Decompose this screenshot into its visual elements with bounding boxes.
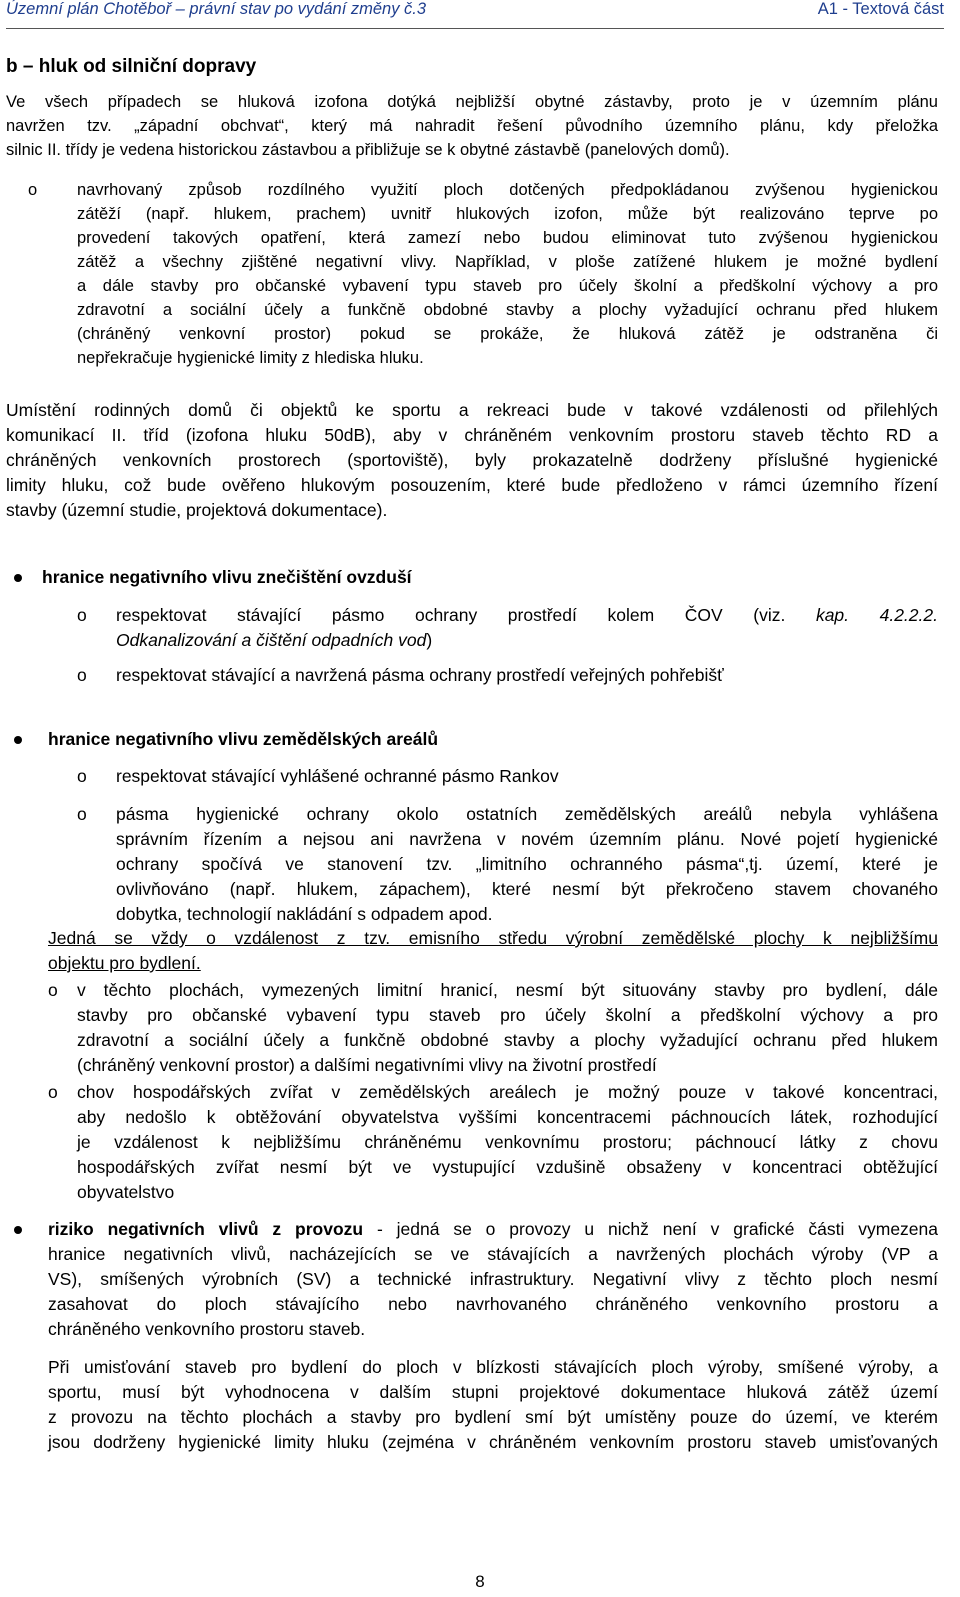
text-line: správním řízením a nejsou ani navržena v novém územním plánu. Nové pojetí hygienické	[116, 829, 938, 849]
list-marker: o	[48, 980, 58, 1000]
text-line: zátěž a všechny zjištěné negativní vlivy. Například, v ploše zatížené hlukem je možné bydlení	[77, 253, 938, 271]
text-line: a dále stavby pro občanské vybavení typu staveb pro účely školní a předškolní výchovy a pro	[77, 277, 938, 295]
text-line: Jedná se vždy o vzdálenost z tzv. emisního středu výrobní zemědělské plochy k nejbližšímu	[48, 928, 938, 948]
list-marker: o	[77, 665, 87, 685]
text-line: navrhovaný způsob rozdílného využití ploch dotčených předpokládanou zvýšenou hygienickou	[77, 181, 938, 199]
text-line: navržen tzv. „západní obchvat“, který má nahradit řešení původního územního plánu, kdy přeložka	[6, 117, 938, 135]
item-text: respektovat stávající pásmo ochrany prostředí kolem ČOV (viz.	[116, 605, 786, 625]
text-line	[48, 1217, 938, 1242]
underlined-note	[48, 926, 938, 976]
text-line: chov hospodářských zvířat v zemědělských areálech je možný pouze v takové koncentraci,	[77, 1082, 938, 1102]
page-header	[6, 0, 944, 29]
text-line: zasahovat do ploch stávajícího nebo navrhovaného chráněného venkovního prostoru a	[48, 1294, 938, 1314]
header-title: Územní plán Chotěboř – právní stav po vydání změny č.3	[6, 0, 427, 18]
text-line: hranice negativních vlivů, nacházejících se ve stávajících a navržených plochách výroby (VP a	[48, 1244, 938, 1264]
text-line: nepřekračuje hygienické limity z hlediska hluku.	[77, 349, 424, 367]
text-line: chráněného venkovního prostoru staveb.	[48, 1319, 366, 1339]
chapter-title: Odkanalizování a čištění odpadních vod	[116, 630, 427, 650]
text-line: jsou dodrženy hygienické limity hluku (zejména v chráněném venkovním prostoru staveb umisťovaných	[48, 1432, 938, 1452]
text-line: ovlivňováno (např. hlukem, zápachem), které nesmí být překročeno stavem chovaného	[116, 879, 938, 899]
list-item-livestock	[77, 1080, 938, 1205]
text-line: objektu pro bydlení.	[48, 953, 201, 973]
text-line: obyvatelstvo	[77, 1182, 175, 1202]
text-line: (chráněný venkovní prostor) a dalšími negativními vlivy na životní prostředí	[77, 1055, 657, 1075]
text-line	[116, 603, 938, 628]
bullet-icon	[14, 1226, 22, 1234]
closing-paren: )	[426, 630, 433, 650]
list-marker: o	[28, 181, 38, 199]
list-item-rankov: respektovat stávající vyhlášené ochranné pásmo Rankov	[116, 766, 559, 786]
text-line: hospodářských zvířat nesmí být ve vystupující vzdušině obsaženy v koncentraci obtěžující	[77, 1157, 938, 1177]
inline-text: - jedná se o provozy u nichž není v grafické části vymezena	[363, 1219, 938, 1239]
bullet-icon	[14, 736, 22, 744]
paragraph-family-houses	[6, 398, 938, 523]
text-line: zátěží (např. hlukem, prachem) uvnitř hlukových izofon, může být realizováno teprve po	[77, 205, 938, 223]
list-marker: o	[77, 804, 87, 824]
text-line: stavby pro občanské vybavení typu staveb pro účely školní a předškolní výchovy a pro	[77, 1005, 938, 1025]
text-line: stavby (územní studie, projektová dokumentace).	[6, 500, 388, 520]
text-line: silnic II. třídy je vedena historickou zástavbou a přibližuje se k obytné zástavbě (panelových domů).	[6, 141, 730, 159]
text-line: dobytka, technologií nakládání s odpadem apod.	[116, 904, 493, 924]
text-line: je vzdálenost k nejbližšímu chráněnému venkovnímu prostoru; páchnoucí látky z chovu	[77, 1132, 938, 1152]
chapter-reference: kap. 4.2.2.2.	[815, 605, 938, 625]
text-line: Ve všech případech se hluková izofona dotýká nejbližší obytné zástavby, proto je v územním plánu	[6, 93, 938, 111]
page-number: 8	[475, 1572, 485, 1591]
list-marker: o	[48, 1082, 58, 1102]
text-line: limity hluku, což bude ověřeno hlukovým posouzením, které bude předloženo v rámci územního řízení	[6, 475, 938, 495]
paragraph-road-noise	[6, 90, 938, 162]
text-line: aby nedošlo k obtěžování obyvatelstva vyššími koncentracemi páchnoucích látek, rozhodující	[77, 1107, 938, 1127]
text-line: chráněných venkovních prostorech (sportoviště), byly prokazatelně dodrženy příslušné hygienické	[6, 450, 938, 470]
list-item	[77, 178, 938, 370]
list-item-hygiene-zones	[116, 802, 938, 927]
bullet-icon	[14, 574, 22, 582]
inline-heading: riziko negativních vlivů z provozu	[48, 1219, 364, 1239]
text-line: zdravotní a sociální účely a funkčně obdobné stavby a plochy vyžadující ochranu před hlukem	[77, 1030, 938, 1050]
text-line: v těchto plochách, vymezených limitní hranicí, nesmí být situovány stavby pro bydlení, dále	[77, 980, 938, 1000]
text-line: provedení takových opatření, která zamezí nebo budou eliminovat tuto zvýšenou hygienickou	[77, 229, 938, 247]
text-line: z provozu na těchto plochách a stavby pro bydlení smí být umístěny pouze do území, ve kterém	[48, 1407, 938, 1427]
paragraph-operational-risk	[48, 1217, 938, 1342]
list-item-wwtp	[116, 603, 938, 653]
text-line: komunikací II. tříd (izofona hluku 50dB), aby v chráněném venkovním prostoru staveb těchto RD a	[6, 425, 938, 445]
heading-air-pollution: hranice negativního vlivu znečištění ovzduší	[42, 567, 412, 587]
text-line: zdravotní a sociální účely a funkčně obdobné stavby a plochy vyžadující ochranu před hlukem	[77, 301, 938, 319]
text-line: Umístění rodinných domů či objektů ke sportu a rekreaci bude v takové vzdálenosti od přilehlých	[6, 400, 938, 420]
list-item-cemeteries: respektovat stávající a navržená pásma ochrany prostředí veřejných pohřebišť	[116, 665, 724, 685]
section-heading-road-noise: b – hluk od silniční dopravy	[6, 56, 257, 77]
text-line	[116, 628, 938, 653]
list-marker: o	[77, 766, 87, 786]
list-marker: o	[77, 605, 87, 625]
list-item-limit-zone	[77, 978, 938, 1078]
text-line: pásma hygienické ochrany okolo ostatních zemědělských areálů nebyla vyhlášena	[116, 804, 938, 824]
text-line: VS), smíšených výrobních (SV) a technické infrastruktury. Negativní vlivy z těchto ploch nesmí	[48, 1269, 938, 1289]
paragraph-housing-placement	[48, 1355, 938, 1455]
text-line: ochrany spočívá ve stanovení tzv. „limitního ochranného pásma“,tj. území, které je	[116, 854, 938, 874]
text-line: (chráněný venkovní prostor) pokud se prokáže, že hluková zátěž je odstraněna či	[77, 325, 938, 343]
heading-agricultural: hranice negativního vlivu zemědělských areálů	[48, 729, 439, 749]
text-line: Při umisťování staveb pro bydlení do ploch v blízkosti stávajících ploch výroby, smíšené výroby, a	[48, 1357, 938, 1377]
header-section: A1 - Textová část	[817, 0, 944, 18]
text-line: sportu, musí být vyhodnocena v dalším stupni projektové dokumentace hluková zátěž území	[48, 1382, 938, 1402]
